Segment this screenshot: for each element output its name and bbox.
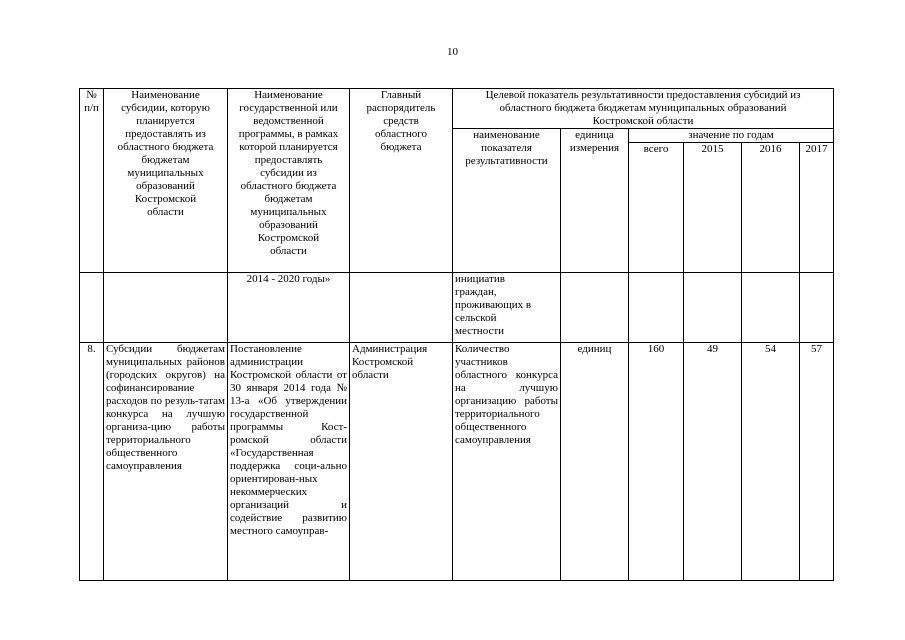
header-row-1 xyxy=(80,89,834,129)
header-target-indicator: Целевой показатель результативности предоставления субсидий из областного бюджета бюджетам муниципальных образований Костромской области xyxy=(453,89,834,129)
header-subsidy-name: Наименование субсидии, которую планируется предоставлять из областного бюджета бюджетам муниципальных образований Костромской области xyxy=(104,89,228,273)
table-row xyxy=(80,343,834,581)
value-2017: 57 xyxy=(800,343,834,581)
continuation-row xyxy=(80,273,834,343)
header-year-2015: 2015 xyxy=(684,143,742,273)
header-chief-admin: Главный распорядитель средств областного бюджета xyxy=(350,89,453,273)
value-2015: 49 xyxy=(684,343,742,581)
header-indicator-name: наименование показателя результативности xyxy=(453,129,561,273)
program-name: Постановление администрации Костромской области от 30 января 2014 года № 13-а «Об утверждении государственной программы Кост-ромской области «Государственная поддержка соци-ально ориентирован-ных некоммерческих организаций и содействие развитию местного самоуправ- xyxy=(228,343,350,581)
continuation-program: 2014 - 2020 годы» xyxy=(228,273,350,343)
header-year-2016: 2016 xyxy=(742,143,800,273)
header-values-by-year: значение по годам xyxy=(629,129,834,143)
indicator-name: Количество участников областного конкурса на лучшую организацию работы территориального общественного самоуправления xyxy=(453,343,561,581)
subsidy-table xyxy=(79,88,834,581)
header-num: № п/п xyxy=(80,89,104,273)
chief-admin: Администрация Костромской области xyxy=(350,343,453,581)
continuation-indicator: инициатив граждан, проживающих в сельской местности xyxy=(453,273,561,343)
value-2016: 54 xyxy=(742,343,800,581)
header-program-name: Наименование государственной или ведомственной программы, в рамках которой планируется предоставлять субсидии из областного бюджета бюджетам муниципальных образований Костромской области xyxy=(228,89,350,273)
header-total: всего xyxy=(629,143,684,273)
row-number: 8. xyxy=(80,343,104,581)
header-year-2017: 2017 xyxy=(800,143,834,273)
value-total: 160 xyxy=(629,343,684,581)
page-number: 10 xyxy=(447,46,458,58)
unit: единиц xyxy=(561,343,629,581)
subsidy-name: Субсидии бюджетам муниципальных районов (городских округов) на софинансирование расходов по резуль-татам конкурса на лучшую организа-цию работы территориального общественного самоуправления xyxy=(104,343,228,581)
header-unit: единица измерения xyxy=(561,129,629,273)
